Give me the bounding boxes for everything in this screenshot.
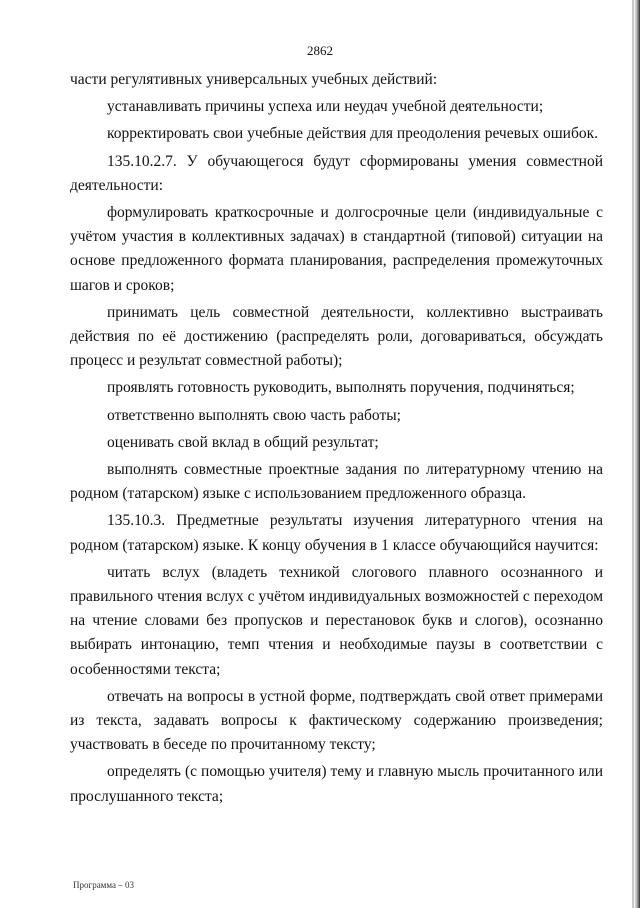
paragraph: корректировать свои учебные действия для преодоления речевых ошибок. [107, 125, 598, 143]
paragraph: определять (с помощью учителя) тему и главную мысль прочитанного или прослушанного текста; [70, 763, 603, 805]
paragraph: оценивать свой вклад в общий результат; [107, 433, 379, 451]
paragraph-continuation: части регулятивных универсальных учебных действий: [70, 71, 438, 88]
paragraph: проявлять готовность руководить, выполнять поручения, подчиняться; [107, 379, 575, 397]
paragraph: выполнять совместные проектные задания по литературному чтению на родном (татарском) языке с использованием предложенного образца. [70, 461, 603, 503]
body-text [70, 68, 603, 809]
paragraph: читать вслух (владеть техникой слогового плавного осознанного и правильного чтения вслух с учётом индивидуальных возможностей с переходом на чтение словами без пропусков и перестановок букв и слогов), осознанно выбирать интонацию, темп чтения и необходимые паузы в соответствии с особенностями текста; [70, 563, 603, 678]
scan-edge [634, 0, 640, 908]
paragraph-section-135-10-2-7: 135.10.2.7. У обучающегося будут сформированы умения совместной деятельности: [70, 152, 603, 194]
page-number: 2862 [307, 43, 333, 58]
paragraph: принимать цель совместной деятельности, коллективно выстраивать действия по её достижению (распределять роли, договариваться, обсуждать процесс и результат совместной работы); [70, 303, 603, 370]
paragraph: устанавливать причины успеха или неудач учебной деятельности; [107, 98, 544, 116]
paragraph-section-135-10-3: 135.10.3. Предметные результаты изучения литературного чтения на родном (татарском) языке. К концу обучения в 1 классе обучающийся научится: [70, 512, 603, 554]
footer-label: Программа – 03 [73, 880, 135, 890]
paragraph: формулировать краткосрочные и долгосрочные цели (индивидуальные с учётом участия в коллективных задачах) в стандартной (типовой) ситуации на основе предложенного формата планирования, распределения промежуточных шагов и сроков; [70, 204, 603, 294]
paragraph: ответственно выполнять свою часть работы; [107, 406, 401, 424]
paragraph: отвечать на вопросы в устной форме, подтверждать свой ответ примерами из текста, задавать вопросы к фактическому содержанию произведения; участвовать в беседе по прочитанному тексту; [70, 687, 603, 754]
